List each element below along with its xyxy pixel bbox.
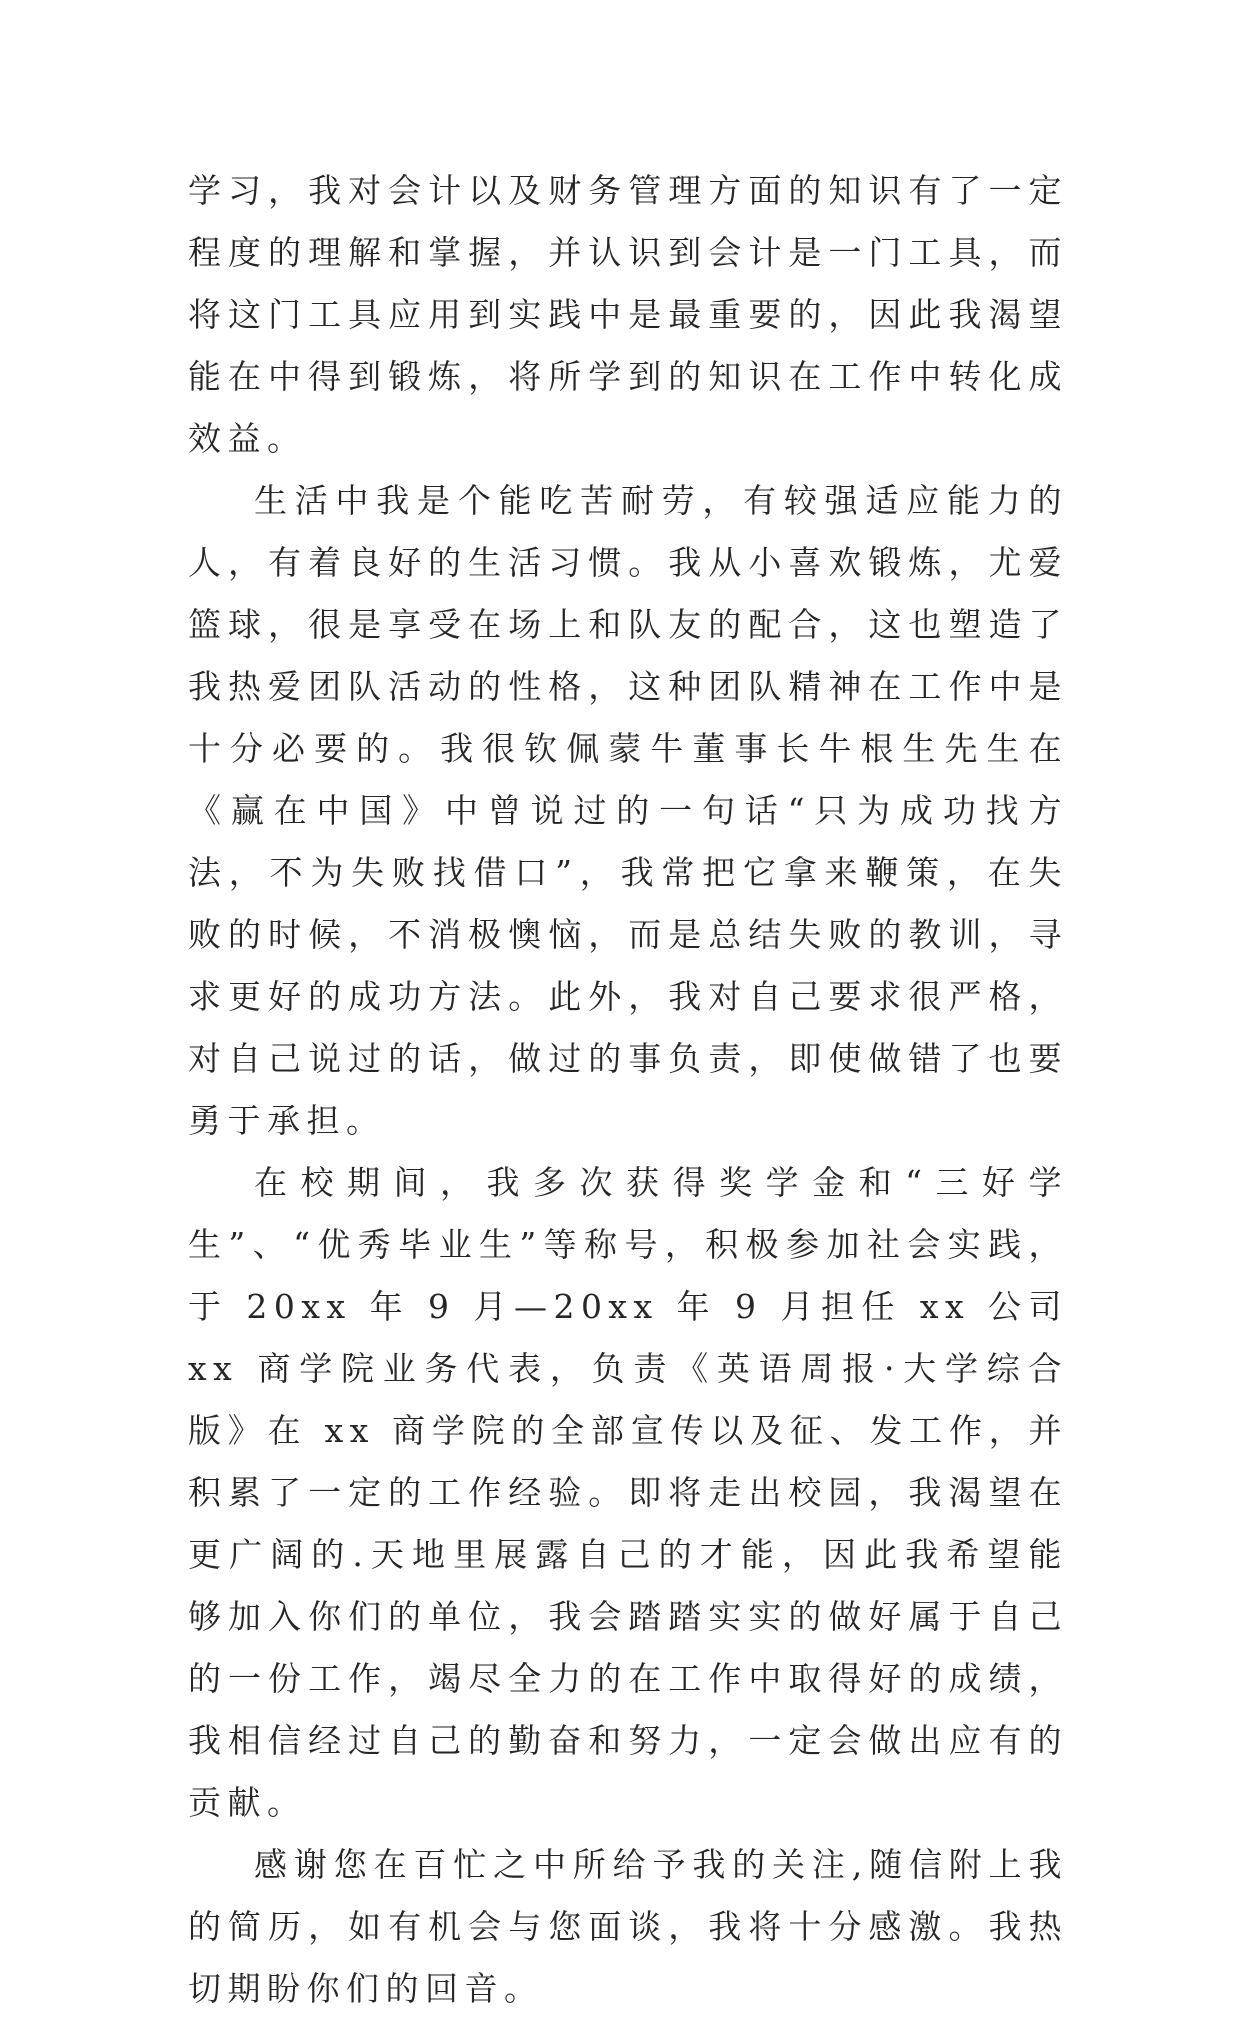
letter-body: [188, 160, 1068, 2020]
paragraph-closing: 感谢您在百忙之中所给予我的关注,随信附上我的简历，如有机会与您面谈，我将十分感激。我热切期盼你们的回音。: [188, 1845, 1068, 2008]
paragraph-school-experience: 在校期间，我多次获得奖学金和“三好学生”、“优秀毕业生”等称号，积极参加社会实践，于 20xx 年 9 月—20xx 年 9 月担任 xx 公司 xx 商学院业务代表，负责《英语周报·大学综合版》在 xx 商学院的全部宣传以及征、发工作，并积累了一定的工作经验。即将走出校园，我渴望在更广阔的.天地里展露自己的才能，因此我希望能够加入你们的单位，我会踏踏实实的做好属于自己的一份工作，竭尽全力的在工作中取得好的成绩，我相信经过自己的勤奋和努力，一定会做出应有的贡献。: [188, 1163, 1068, 1822]
paragraph-continuation: 学习，我对会计以及财务管理方面的知识有了一定程度的理解和掌握，并认识到会计是一门工具，而将这门工具应用到实践中是最重要的，因此我渴望能在中得到锻炼，将所学到的知识在工作中转化成效益。: [188, 171, 1068, 458]
paragraph-personality: 生活中我是个能吃苦耐劳，有较强适应能力的人，有着良好的生活习惯。我从小喜欢锻炼，尤爱篮球，很是享受在场上和队友的配合，这也塑造了我热爱团队活动的性格，这种团队精神在工作中是十分必要的。我很钦佩蒙牛董事长牛根生先生在《赢在中国》中曾说过的一句话“只为成功找方法，不为失败找借口”，我常把它拿来鞭策，在失败的时候，不消极懊恼，而是总结失败的教训，寻求更好的成功方法。此外，我对自己要求很严格，对自己说过的话，做过的事负责，即使做错了也要勇于承担。: [188, 481, 1068, 1140]
